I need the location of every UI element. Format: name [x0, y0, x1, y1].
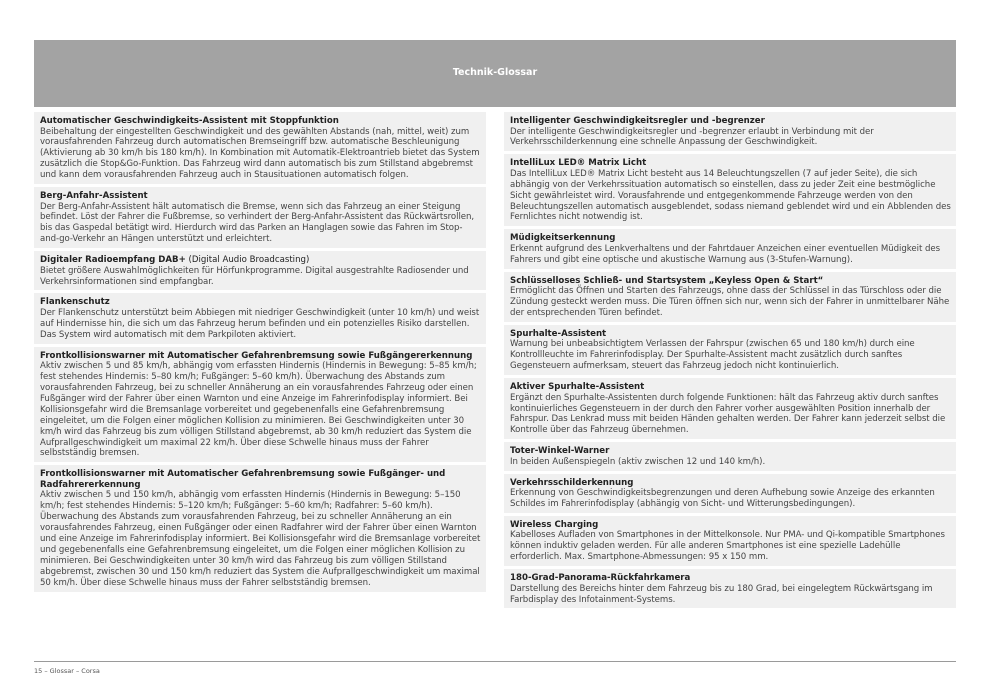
glossary-entry	[504, 112, 956, 151]
entry-title: Aktiver Spurhalte-Assistent	[510, 382, 645, 393]
entry-body: Ermöglicht das Öffnen und Starten des Fahrzeugs, ohne dass der Schlüssel in das Türschloss oder die Zündung gesteckt werden muss. Die Türen öffnen sich nur, wenn sich der Fahrer in unmittelbarer Nähe der entsprechenden Türen befindet.	[510, 286, 950, 318]
glossary-entry	[34, 187, 486, 248]
entry-title: Flankenschutz	[40, 297, 110, 308]
glossary-entry	[34, 347, 486, 463]
entry-title: Automatischer Geschwindigkeits-Assistent mit Stoppfunktion	[40, 116, 339, 126]
glossary-column-right	[504, 112, 956, 611]
entry-body: Aktiv zwischen 5 und 150 km/h, abhängig vom erfassten Hindernis (Hindernis in Bewegung: 5–150 km/h; fest stehendes Hindernis: 5–120 km/h; Fußgänger: 5–60 km/h; Radfahrer: 5–60 km/h). Überwachung des Abstands zum vorausfahrenden Fahrzeug, bei zu schneller Annäherung an ein vorausfahrendes Fahrzeug, einen Fußgänger oder einen Radfahrer wird der Fahrer über einen Warnton und eine Anzeige im Fahrerinfodisplay informiert. Bei Kollisionsgefahr wird die Bremsanlage vorbereitet und gegebenenfalls eine Gefahrenbremsung eingeleitet, um die Folgen einer möglichen Kollision zu minimieren. Bei Geschwindigkeiten unter 30 km/h wird das Fahrzeug bis zum völligen Stillstand abgebremst, zwischen 30 und 150 km/h reduziert das System die Aufprallgeschwindigkeit um maximal 50 km/h. Über diese Schwelle hinaus muss der Fahrer selbstständig bremsen.	[40, 490, 481, 588]
entry-title: Spurhalte-Assistent	[510, 328, 607, 339]
glossary-entry	[504, 516, 956, 566]
entry-title: Frontkollisionswarner mit Automatischer Gefahrenbremsung sowie Fußgängererkennung	[40, 350, 473, 361]
glossary-entry	[504, 569, 956, 608]
entry-body: Ergänzt den Spurhalte-Assistenten durch folgende Funktionen: hält das Fahrzeug aktiv durch sanftes kontinuierliches Gegensteuern in der durch den Fahrer vorher ausgewählten Position innerhalb der Fahrspur. Das Lenkrad muss mit beiden Händen gehalten werden. Der Fahrer kann jederzeit selbst die Kontrolle über das Fahrzeug übernehmen.	[510, 392, 946, 436]
glossary-entry	[34, 293, 486, 343]
entry-title: Frontkollisionswarner mit Automatischer Gefahrenbremsung sowie Fußgänger- und Radfahrererkennung	[40, 469, 446, 490]
footer-divider	[34, 661, 956, 662]
entry-title: Schlüsselloses Schließ- und Startsystem „Keyless Open & Start“	[510, 275, 824, 286]
glossary-entry	[504, 272, 956, 322]
entry-title: IntelliLux LED® Matrix Licht	[510, 158, 647, 169]
entry-body: Warnung bei unbeabsichtigtem Verlassen der Fahrspur (zwischen 65 und 180 km/h) durch eine Kontrollleuchte im Fahrerinfodisplay. Der Spurhalte-Assistent macht zusätzlich durch sanftes Gegensteuern aufmerksam, steuert das Fahrzeug jedoch nicht kontinuierlich.	[510, 339, 915, 372]
entry-title: Toter-Winkel-Warner	[510, 446, 610, 457]
entry-title: Verkehrsschilderkennung	[510, 477, 634, 488]
entry-title: Müdigkeitserkennung	[510, 233, 616, 244]
entry-body: Der intelligente Geschwindigkeitsregler und -begrenzer erlaubt in Verbindung mit der Verkehrsschilderkennung eine schnelle Anpassung der Geschwindigkeit.	[510, 126, 874, 148]
glossary-entry	[504, 325, 956, 375]
glossary-column-left	[34, 112, 486, 595]
entry-body: Erkennt aufgrund des Lenkverhaltens und der Fahrtdauer Anzeichen einer eventuellen Müdigkeit des Fahrers und gibt eine optische und akustische Warnung aus (3-Stufen-Warnung).	[510, 243, 941, 265]
entry-title: Wireless Charging	[510, 519, 599, 530]
glossary-entry	[34, 251, 486, 290]
entry-body: Aktiv zwischen 5 und 85 km/h, abhängig vom erfassten Hindernis (Hindernis in Bewegung: 5–85 km/h; fest stehendes Hindernis: 5–80 km/h; Fußgänger: 5–60 km/h). Überwachung des Abstands zum vorausfahrenden Fahrzeug, bei zu schneller Annäherung an ein vorausfahrendes Fahrzeug oder einen Fußgänger wird der Fahrer über einen Warnton und eine Anzeige im Fahrerinfodisplay informiert. Bei Kollisionsgefahr wird die Bremsanlage vorbereitet und gegebenenfalls eine Gefahrenbremsung eingeleitet, um die Folgen einer möglichen Kollision zu minimieren. Bei Geschwindigkeiten unter 30 km/h wird das Fahrzeug bis zum völligen Stillstand abgebremst, ab 30 km/h reduziert das System die Aufprallgeschwindigkeit um maximal 22 km/h. Über diese Schwelle hinaus muss der Fahrer selbstständig bremsen.	[40, 361, 477, 459]
entry-body: Bietet größere Auswahlmöglichkeiten für Hörfunkprogramme. Digital ausgestrahlte Radiosender und Verkehrsinformationen sind empfangbar.	[40, 265, 469, 287]
entry-title: 180-Grad-Panorama-Rückfahrkamera	[510, 573, 691, 584]
entry-body: In beiden Außenspiegeln (aktiv zwischen 12 und 140 km/h).	[510, 456, 766, 467]
entry-body: Der Flankenschutz unterstützt beim Abbiegen mit niedriger Geschwindigkeit (unter 10 km/h) und weist auf Hindernisse hin, die sich um das Fahrzeug herum befinden und ein potenzielles Risiko darstellen. Das System wird automatisch mit dem Parkpiloten aktiviert.	[40, 307, 480, 340]
entry-title-row	[40, 255, 481, 266]
entry-subtitle: (Digital Audio Broadcasting)	[185, 255, 310, 266]
entry-body: Erkennung von Geschwindigkeitsbegrenzungen und deren Aufhebung sowie Anzeige des erkannten Schildes im Fahrerinfodisplay (abhängig von Sicht- und Witterungsbedingungen).	[510, 488, 935, 510]
glossary-entry	[504, 154, 956, 226]
entry-body: Kabelloses Aufladen von Smartphones in der Mittelkonsole. Nur PMA- und Qi-kompatible Smartphones können induktiv geladen werden. Für alle anderen Smartphones ist eine spezielle Ladehülle erforderlich. Max. Smartphone-Abmessungen: 95 x 150 mm.	[510, 530, 945, 563]
entry-title: Digitaler Radioempfang DAB+	[40, 255, 186, 266]
entry-body: Beibehaltung der eingestellten Geschwindigkeit und des gewählten Abstands (nah, mittel, weit) zum vorausfahrenden Fahrzeug durch automatischen Bremseingriff bzw. automatische Beschleunigung (Aktivierung ab 30 km/h bis 180 km/h). In Kombination mit Automatik-Elektroantrieb bietet das System zusätzlich die Stop&Go-Funktion. Das Fahrzeug wird dann automatisch bis zum Stillstand abgebremst und kann dem vorausfahrenden Fahrzeug auch in Stausituationen automatisch folgen.	[40, 126, 480, 181]
page-footer: 15 – Glossar – Corsa	[34, 667, 100, 675]
glossary-entry	[504, 442, 956, 470]
glossary-entry	[504, 229, 956, 268]
glossary-entry	[504, 378, 956, 439]
page-title: Technik-Glossar	[452, 67, 538, 78]
entry-title: Berg-Anfahr-Assistent	[40, 191, 148, 202]
entry-body: Das IntelliLux LED® Matrix Licht besteht aus 14 Beleuchtungszellen (7 auf jeder Seite), die sich abhängig von der Verkehrssituation automatisch so einstellen, dass zu jeder Zeit eine bestmögliche Sicht gewährleistet wird. Vorausfahrende und entgegenkommende Fahrzeuge werden von den Beleuchtungszellen automatisch ausgeblendet, sodass niemand geblendet wird und ein Abblenden des Fernlichtes nicht notwendig ist.	[510, 168, 951, 223]
entry-body: Der Berg-Anfahr-Assistent hält automatisch die Bremse, wenn sich das Fahrzeug an einer Steigung befindet. Löst der Fahrer die Fußbremse, so verhindert der Berg-Anfahr-Assistent das Rückwärtsrollen, bis das Gaspedal betätigt wird. Hierdurch wird das Parken an Hanglagen sowie das Fahren im Stop-and-go-Verkehr an Hängen unterstützt und erleichtert.	[40, 201, 475, 245]
entry-title: Intelligenter Geschwindigkeitsregler und -begrenzer	[510, 116, 765, 126]
glossary-header	[34, 40, 956, 107]
glossary-entry	[34, 112, 486, 184]
entry-body: Darstellung des Bereichs hinter dem Fahrzeug bis zu 180 Grad, bei eingelegtem Rückwärtsgang im Farbdisplay des Infotainment-Systems.	[510, 583, 933, 605]
glossary-entry	[34, 465, 486, 591]
glossary-entry	[504, 474, 956, 513]
